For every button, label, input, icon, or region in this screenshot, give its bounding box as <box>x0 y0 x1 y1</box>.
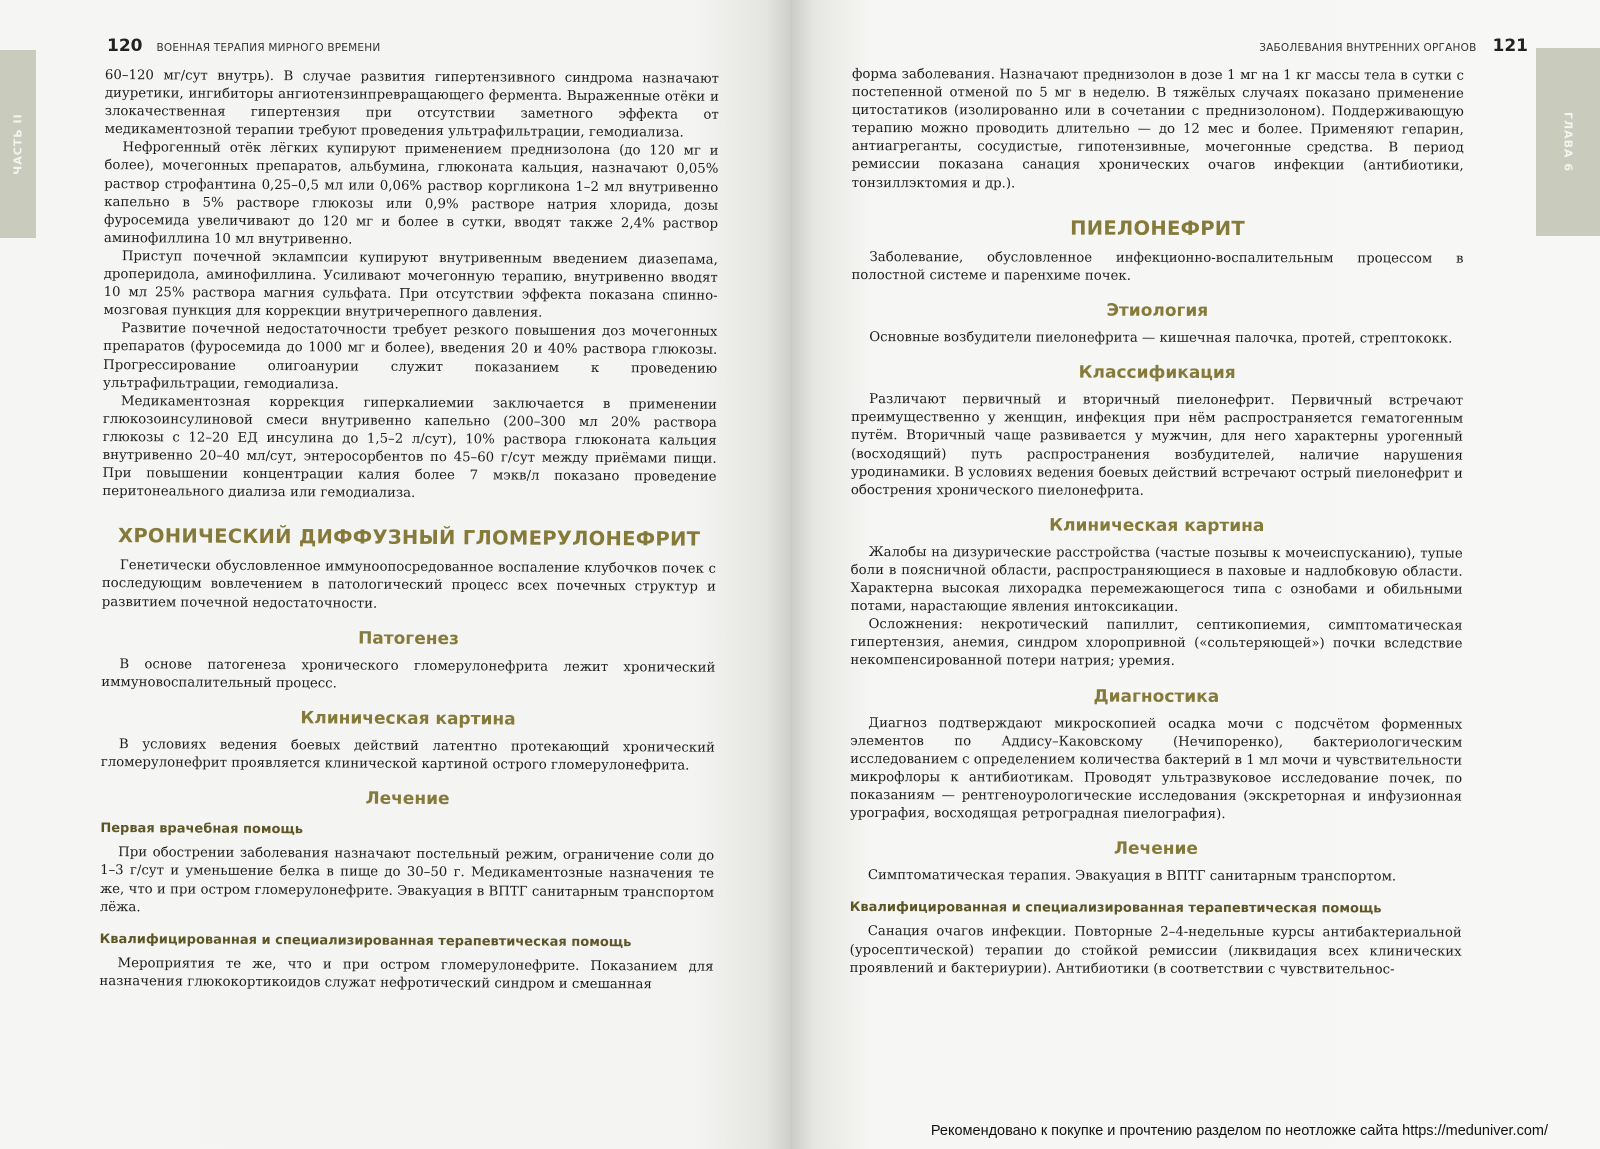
subsubsection-heading: Квалифицированная и специализированная терапевтическая помощь <box>99 931 632 950</box>
paragraph: 60–120 мг/сут внутрь). В случае развития гипертензивного синдрома назначают диуретики, ингибиторы ангиотензинпревращающего фермента. Выраженные отёки и злокачественная гипертензия при отсутствии заметного эффекта от медикаментозной терапии требуют проведения ультрафильтрации, гемодиализа. <box>104 67 719 141</box>
section-heading: ПИЕЛОНЕФРИТ <box>1070 216 1246 240</box>
subsubsection-heading: Квалифицированная и специализированная терапевтическая помощь <box>849 900 1382 917</box>
right-page-text <box>850 66 1464 979</box>
paragraph: Мероприятия те же, что и при остром гломерулонефрите. Показанием для назначения глюкокортикоидов служат нефротический синдром и смешанная <box>99 955 714 993</box>
part-label: ЧАСТЬ II <box>11 113 25 175</box>
subsection-heading: Клиническая картина <box>1049 515 1265 536</box>
paragraph: форма заболевания. Назначают преднизолон в дозе 1 мг на 1 кг массы тела в сутки с постепенной отменой по 5 мг в неделю. В тяжёлых случаях показано применение цитостатиков (изолированно или в сочетании с преднизолоном). Поддерживающую терапию можно проводить длительно — до 12 мес и более. Применяют гепарин, антиагреганты, сосудистые, гипотензивные, мочегонные средства. В период ремиссии показана санация хронических очагов инфекции (антибиотики, тонзиллэктомия и др.). <box>851 67 1464 191</box>
right-page <box>790 0 1600 1149</box>
paragraph: Приступ почечной эклампсии купируют внутривенным введением диазепама, дроперидола, аминофиллина. Усиливают мочегонную терапию, внутривенно вводят 10 мл 25% раствора магния сульфата. При отсутствии эффекта показана спинно-мозговая пункция для коррекции внутричерепного давления. <box>103 249 718 321</box>
part-side-tab <box>0 50 36 238</box>
paragraph: Санация очагов инфекции. Повторные 2–4-недельные курсы антибактериальной (уросептической) терапии до стойкой ремиссии (ликвидация всех клинических проявлений и бактериурии). Антибиотики (в соответствии с чувствительнос- <box>849 924 1462 978</box>
right-page-number: 121 <box>1492 36 1528 56</box>
subsection-heading: Классификация <box>1078 362 1236 384</box>
subsection-heading: Диагностика <box>1093 686 1220 707</box>
left-running-title: ВОЕННАЯ ТЕРАПИЯ МИРНОГО ВРЕМЕНИ <box>156 42 381 54</box>
subsubsection-heading: Первая врачебная помощь <box>100 821 304 838</box>
site-watermark: Рекомендовано к покупке и прочтению разделом по неотложке сайта https://meduniver.com/ <box>930 1123 1548 1139</box>
chapter-side-tab <box>1536 48 1600 236</box>
chapter-label: ГЛАВА 6 <box>1561 111 1575 173</box>
right-running-title: ЗАБОЛЕВАНИЯ ВНУТРЕННИХ ОРГАНОВ <box>1259 42 1477 54</box>
paragraph: Диагноз подтверждают микроскопией осадка мочи с подсчётом форменных элементов по Аддису–Каковскому (Нечипоренко), бактериологическим исследованием с определением количества бактерий в 1 мл мочи и чувствительности микрофлоры к антибиотикам. Проводят ультразвуковое исследование почек, по показаниям — рентгеноурологические исследования (экскреторная и инфузионная урография, восходящая ретроградная пиелография). <box>850 715 1463 823</box>
paragraph: Различают первичный и вторичный пиелонефрит. Первичный встречают преимущественно у женщин, инфекция при нём распространяется гематогенным путём. Вторичный чаще развивается у мужчин, для него характерны урогенный (восходящий) путь распространения возбудителей, наличие нарушения уродинамики. В условиях ведения боевых действий встречают острый пиелонефрит и обострения хронического пиелонефрита. <box>850 392 1464 499</box>
left-running-head <box>107 36 380 56</box>
paragraph: В основе патогенеза хронического гломерулонефрита лежит хронический иммуновоспалительный процесс. <box>101 656 716 692</box>
paragraph: При обострении заболевания назначают постельный режим, ограничение соли до 1–3 г/сут и уменьшение белка в пище до 30–50 г. Медикаментозные назначения те же, что и при остром гломерулонефрите. Эвакуация в ВПТГ санитарным транспортом лёжа. <box>99 845 715 915</box>
paragraph: Симптоматическая терапия. Эвакуация в ВПТГ санитарным транспортом. <box>867 868 1397 885</box>
paragraph: Основные возбудители пиелонефрита — кишечная палочка, протей, стрептококк. <box>869 330 1453 347</box>
paragraph: Жалобы на дизурические расстройства (частые позывы к мочеиспусканию), тупые боли в поясничной области, распространяющиеся в паховые и надлобковую области. Характерна высокая лихорадка перемежающегося типа с ознобами и обильными потами, нарастающие явления интоксикации. <box>850 544 1463 616</box>
subsection-heading: Этиология <box>1106 300 1209 321</box>
left-page <box>0 0 790 1149</box>
paragraph: Заболевание, обусловленное инфекционно-воспалительным процессом в полостной системе и паренхиме почек. <box>851 249 1464 284</box>
paragraph: Медикаментозная коррекция гиперкалиемии заключается в применении глюкозоинсулиновой смеси внутривенно капельно (200–300 мл 20% раствора глюкозы с 12–20 ЕД инсулина до 1,5–2 л/сут), 10% раствора глюконата кальция внутривенно 20–40 мл/сут, энтеросорбентов по 45–60 г/сут между приёмами пищи. При повышении концентрации калия более 7 мэкв/л показано проведение перитонеального диализа или гемодиализа. <box>102 393 717 502</box>
subsection-heading: Патогенез <box>358 628 459 649</box>
left-page-text <box>99 67 719 995</box>
section-heading: ХРОНИЧЕСКИЙ ДИФФУЗНЫЙ ГЛОМЕРУЛОНЕФРИТ <box>117 524 701 551</box>
right-running-head <box>1259 36 1528 56</box>
subsection-heading: Лечение <box>365 788 450 810</box>
left-page-number: 120 <box>107 36 143 56</box>
paragraph: Осложнения: некротический папиллит, септикопиемия, симптоматическая гипертензия, анемия, синдром хлоропривной («сольтеряющей») почки вследствие некомпенсированной потери натрия; уремия. <box>850 617 1463 670</box>
paragraph: В условиях ведения боевых действий латентно протекающий хронический гломерулонефрит проявляется клинической картиной острого гломерулонефрита. <box>100 737 715 774</box>
paragraph: Развитие почечной недостаточности требует резкого повышения доз мочегонных препаратов (фуросемида до 1000 мг и более), введения 20 и 40% раствора глюкозы. Прогрессирование олигоанурии служит показанием к проведению ультрафильтрации, гемодиализа. <box>103 321 718 393</box>
paragraph: Нефрогенный отёк лёгких купируют применением преднизолона (до 120 мг и более), мочегонных препаратов, альбумина, глюконата кальция, назначают 0,05% раствор строфантина 0,25–0,5 мл или 0,06% раствор коргликона 1–2 мл внутривенно капельно в 5% растворе глюкозы или 0,9% растворе натрия хлорида, дозы фуросемида увеличивают до 120 мг и более в сутки, вводят также 2,4% раствор аминофиллина 10 мл внутривенно. <box>103 140 719 248</box>
paragraph: Генетически обусловленное иммуноопосредованное воспаление клубочков почек с последующим вовлечением в патологический процесс всех почечных структур и развитием почечной недостаточности. <box>101 558 716 612</box>
subsection-heading: Лечение <box>1113 838 1198 860</box>
subsection-heading: Клиническая картина <box>300 708 516 730</box>
